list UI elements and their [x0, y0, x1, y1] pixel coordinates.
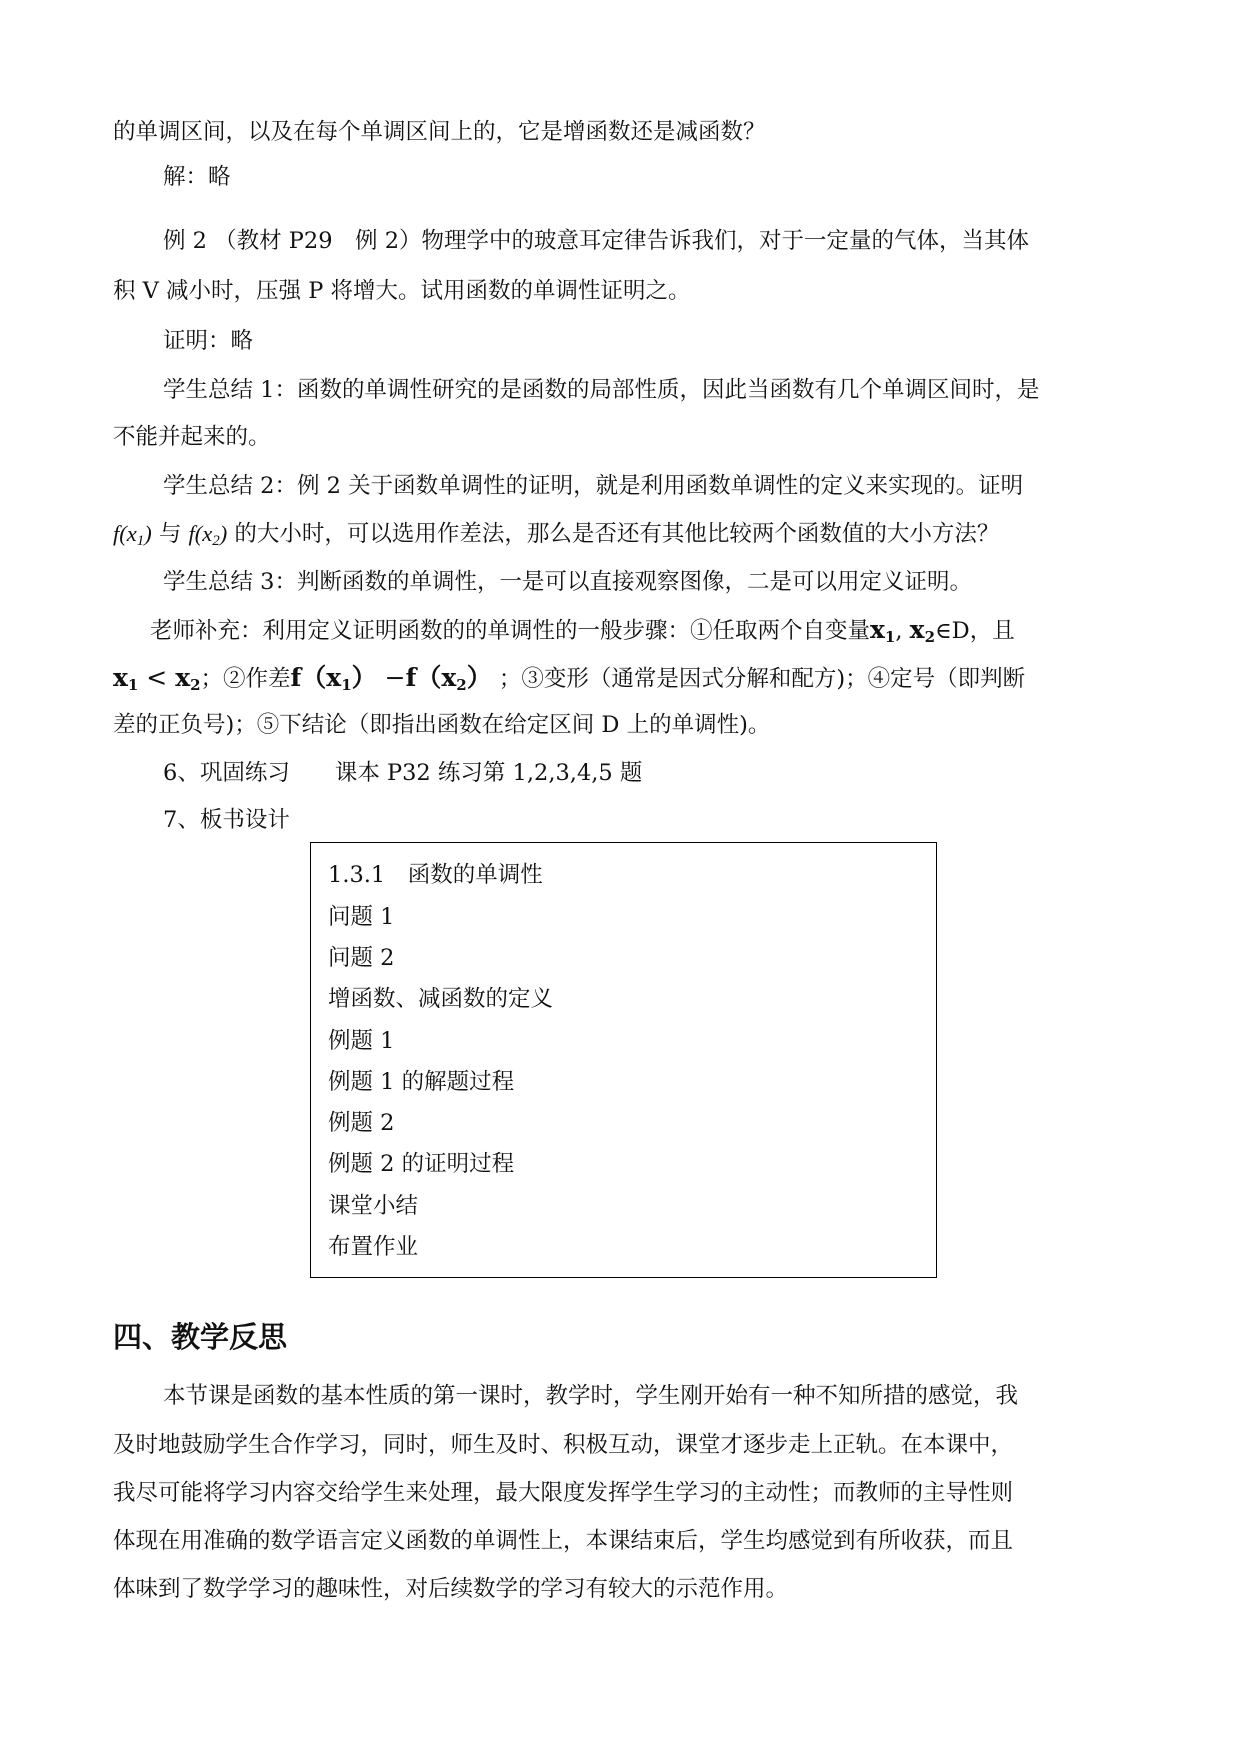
comma-text: ,	[895, 618, 910, 644]
step-text: ；②作差	[200, 666, 291, 692]
fx2-term: $f(x_2)$	[188, 521, 228, 549]
text-line: 7、板书设计	[163, 807, 290, 833]
math-line	[113, 663, 1025, 700]
board-item: 问题 1	[328, 904, 395, 930]
board-item: 1.3.1 函数的单调性	[328, 862, 543, 888]
board-item: 问题 2	[328, 945, 395, 971]
text-line: 解：略	[163, 164, 231, 190]
less-than-symbol: <	[138, 663, 176, 692]
fx2-term: $f(x_2)$	[405, 663, 492, 694]
text-line: 6、巩固练习 课本 P32 练习第 1,2,3,4,5 题	[163, 760, 643, 786]
x1-symbol: $x_1$	[113, 663, 139, 694]
steps-prefix: 老师补充：利用定义证明函数的的单调性的一般步骤：①任取两个自变量	[150, 618, 871, 644]
text-line-rest: 的大小时，可以选用作差法，那么是否还有其他比较两个函数值的大小方法？	[227, 521, 1000, 547]
x2-symbol: $x_2$	[175, 663, 201, 694]
fx1-term: $f(x_1)$	[290, 663, 377, 694]
board-item: 增函数、减函数的定义	[328, 986, 554, 1012]
section-heading: 四、教学反思	[113, 1320, 288, 1354]
board-item: 布置作业	[328, 1234, 419, 1260]
math-line	[150, 615, 1015, 652]
fx1-term: $f(x_1)$	[113, 521, 152, 549]
text-line: 学生总结 1：函数的单调性研究的是函数的局部性质，因此当函数有几个单调区间时，是	[163, 377, 1040, 403]
board-item: 例题 1	[328, 1028, 395, 1054]
board-item: 例题 1 的解题过程	[328, 1069, 515, 1095]
x2-symbol: $x_2$	[909, 615, 936, 646]
minus-symbol: −	[376, 663, 406, 692]
connector-text: 与	[151, 521, 189, 547]
step-text: ；③变形（通常是因式分解和配方)；④定号（即判断	[491, 666, 1026, 692]
text-line: 差的正负号)；⑤下结论（即指出函数在给定区间 D 上的单调性)。	[113, 712, 771, 738]
paragraph-line: 及时地鼓励学生合作学习，同时，师生及时、积极互动，课堂才逐步走上正轨。在本课中，	[113, 1432, 1014, 1458]
paragraph-line: 体味到了数学学习的趣味性，对后续数学的学习有较大的示范作用。	[113, 1576, 789, 1602]
steps-suffix: ∈D，且	[935, 618, 1015, 644]
board-item: 例题 2	[328, 1110, 395, 1136]
paragraph-line: 本节课是函数的基本性质的第一课时，教学时，学生刚开始有一种不知所措的感觉，我	[163, 1383, 1019, 1409]
text-line: 例 2 （教材 P29 例 2）物理学中的玻意耳定律告诉我们，对于一定量的气体，当其体	[163, 228, 1030, 254]
paragraph-line: 我尽可能将学习内容交给学生来处理，最大限度发挥学生学习的主动性；而教师的主导性则	[113, 1480, 1014, 1506]
text-line: 学生总结 3：判断函数的单调性，一是可以直接观察图像，二是可以用定义证明。	[163, 569, 972, 595]
text-line: 证明：略	[163, 328, 254, 354]
paragraph-line: 体现在用准确的数学语言定义函数的单调性上，本课结束后，学生均感觉到有所收获，而且	[113, 1528, 1014, 1554]
text-line: 的单调区间，以及在每个单调区间上的，它是增函数还是减函数？	[113, 119, 766, 145]
board-item: 课堂小结	[328, 1193, 419, 1219]
text-line: 不能并起来的。	[113, 424, 271, 450]
text-line: 积 V 减小时，压强 P 将增大。试用函数的单调性证明之。	[113, 278, 691, 304]
board-item: 例题 2 的证明过程	[328, 1151, 515, 1177]
text-line: 学生总结 2：例 2 关于函数单调性的证明，就是利用函数单调性的定义来实现的。证明	[163, 473, 1024, 499]
x1-symbol: $x_1$	[870, 615, 896, 646]
board-design-box	[310, 842, 937, 1278]
math-line	[113, 519, 999, 556]
